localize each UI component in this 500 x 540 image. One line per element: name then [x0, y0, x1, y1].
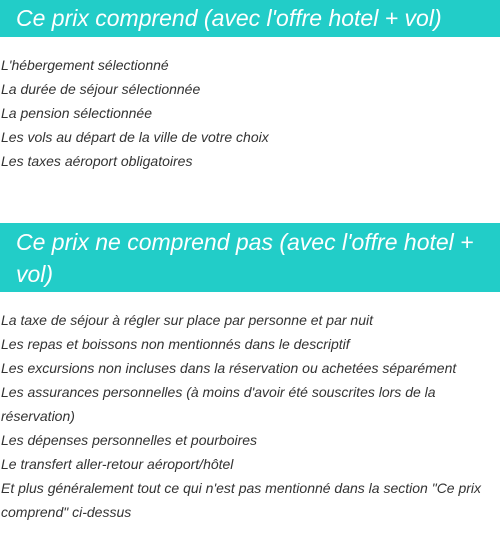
included-section-title: Ce prix comprend (avec l'offre hotel + vol) — [0, 0, 500, 37]
list-item: La pension sélectionnée — [1, 105, 153, 121]
included-items-list — [0, 53, 500, 173]
list-item: La durée de séjour sélectionnée — [1, 81, 201, 97]
excluded-section-title: Ce prix ne comprend pas (avec l'offre hotel + vol) — [0, 223, 500, 292]
list-item: Les assurances personnelles (à moins d'avoir été souscrites lors de la réservation) — [1, 384, 436, 424]
list-item: Et plus généralement tout ce qui n'est pas mentionné dans la section "Ce prix comprend" ci-dessus — [1, 480, 482, 520]
list-item: Les dépenses personnelles et pourboires — [1, 432, 258, 448]
excluded-items-list — [0, 308, 500, 524]
list-item: Les excursions non incluses dans la réservation ou achetées séparément — [1, 360, 457, 376]
list-item: L'hébergement sélectionné — [1, 57, 169, 73]
list-item: Les vols au départ de la ville de votre choix — [1, 129, 269, 145]
list-item: Le transfert aller-retour aéroport/hôtel — [1, 456, 234, 472]
list-item: Les repas et boissons non mentionnés dans le descriptif — [1, 336, 350, 352]
list-item: La taxe de séjour à régler sur place par personne et par nuit — [1, 312, 374, 328]
list-item: Les taxes aéroport obligatoires — [1, 153, 193, 169]
